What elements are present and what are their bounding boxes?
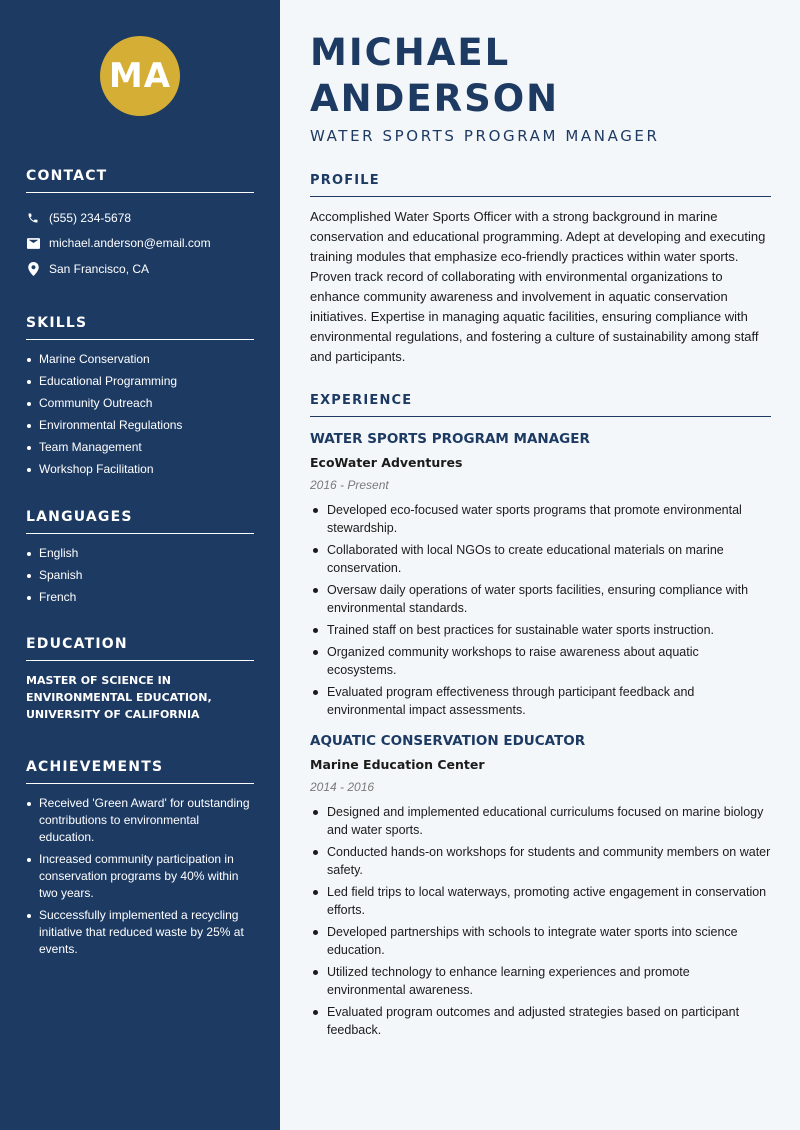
- list-item: Developed eco-focused water sports programs that promote environmental stewardship.: [310, 501, 771, 537]
- education-section: [26, 636, 254, 723]
- phone-text[interactable]: (555) 234-5678: [49, 210, 132, 225]
- list-item: Workshop Facilitation: [26, 461, 254, 478]
- list-item: Utilized technology to enhance learning experiences and promote environmental awareness.: [310, 963, 771, 999]
- list-item: English: [26, 545, 254, 562]
- list-item: Environmental Regulations: [26, 417, 254, 434]
- company-name: Marine Education Center: [310, 757, 485, 772]
- list-item: Spanish: [26, 567, 254, 584]
- list-item: Designed and implemented educational curriculums focused on marine biology and water sports.: [310, 803, 771, 839]
- achievements-section: [26, 759, 254, 958]
- contact-section: [26, 168, 254, 282]
- candidate-name: MICHAEL ANDERSON: [310, 31, 560, 120]
- list-item: Organized community workshops to raise awareness about aquatic ecosystems.: [310, 643, 771, 679]
- experience-heading: EXPERIENCE: [310, 393, 771, 417]
- list-item: French: [26, 589, 254, 606]
- list-item: Conducted hands-on workshops for students and community members on water safety.: [310, 843, 771, 879]
- job-dates: 2016 - Present: [310, 478, 389, 492]
- list-item: Marine Conservation: [26, 351, 254, 368]
- contact-location: [26, 256, 254, 282]
- skills-section: [26, 315, 254, 478]
- education-heading: EDUCATION: [26, 636, 254, 661]
- sidebar: [0, 0, 280, 1130]
- list-item: Evaluated program effectiveness through participant feedback and environmental impact assessments.: [310, 683, 771, 719]
- experience-section: [310, 393, 771, 1039]
- list-item: Developed partnerships with schools to integrate water sports into science education.: [310, 923, 771, 959]
- phone-icon: [26, 211, 40, 225]
- job-title: WATER SPORTS PROGRAM MANAGER: [310, 431, 590, 447]
- list-item: Led field trips to local waterways, promoting active engagement in conservation efforts.: [310, 883, 771, 919]
- list-item: Evaluated program outcomes and adjusted strategies based on participant feedback.: [310, 1003, 771, 1039]
- list-item: Educational Programming: [26, 373, 254, 390]
- job-dates: 2014 - 2016: [310, 780, 375, 794]
- profile-text: Accomplished Water Sports Officer with a strong background in marine conservation and educational programming. Adept at developing and executing training modules that emphasize eco-friendly practices within water sports. Proven track record of collaborating with environmental organizations to enhance community awareness and involvement in aquatic conservation initiatives. Expertise in managing aquatic facilities, ensuring compliance with environmental regulations, and fostering a culture of sustainability among staff and participants.: [310, 209, 766, 364]
- contact-list: [26, 205, 254, 282]
- job-entry: [310, 733, 771, 1039]
- skills-list: [26, 351, 254, 478]
- list-item: Community Outreach: [26, 395, 254, 412]
- education-text: MASTER OF SCIENCE IN ENVIRONMENTAL EDUCATION, UNIVERSITY OF CALIFORNIA: [26, 673, 212, 721]
- list-item: Trained staff on best practices for sustainable water sports instruction.: [310, 621, 771, 639]
- list-item: Oversaw daily operations of water sports facilities, ensuring compliance with environmental standards.: [310, 581, 771, 617]
- company-name: EcoWater Adventures: [310, 455, 463, 470]
- list-item: Increased community participation in conservation programs by 40% within two years.: [26, 851, 254, 902]
- achievements-list: [26, 795, 254, 958]
- email-icon: [26, 236, 40, 250]
- list-item: Received 'Green Award' for outstanding contributions to environmental education.: [26, 795, 254, 846]
- contact-heading: CONTACT: [26, 168, 254, 193]
- list-item: Team Management: [26, 439, 254, 456]
- email-text[interactable]: michael.anderson@email.com: [49, 236, 211, 251]
- job-bullets: [310, 501, 771, 719]
- location-pin-icon: [26, 262, 40, 276]
- profile-section: [310, 173, 771, 367]
- candidate-role: WATER SPORTS PROGRAM MANAGER: [310, 127, 660, 145]
- contact-email: [26, 231, 254, 257]
- languages-section: [26, 509, 254, 606]
- languages-list: [26, 545, 254, 606]
- location-text: San Francisco, CA: [49, 261, 150, 276]
- profile-heading: PROFILE: [310, 173, 771, 197]
- achievements-heading: ACHIEVEMENTS: [26, 759, 254, 784]
- languages-heading: LANGUAGES: [26, 509, 254, 534]
- job-entry: [310, 431, 771, 719]
- job-title: AQUATIC CONSERVATION EDUCATOR: [310, 733, 586, 749]
- list-item: Collaborated with local NGOs to create educational materials on marine conservation.: [310, 541, 771, 577]
- job-bullets: [310, 803, 771, 1039]
- skills-heading: SKILLS: [26, 315, 254, 340]
- avatar: [100, 36, 180, 116]
- avatar-initials: MA: [108, 56, 172, 96]
- contact-phone: [26, 205, 254, 231]
- list-item: Successfully implemented a recycling initiative that reduced waste by 25% at events.: [26, 907, 254, 958]
- main-content: [280, 0, 800, 1130]
